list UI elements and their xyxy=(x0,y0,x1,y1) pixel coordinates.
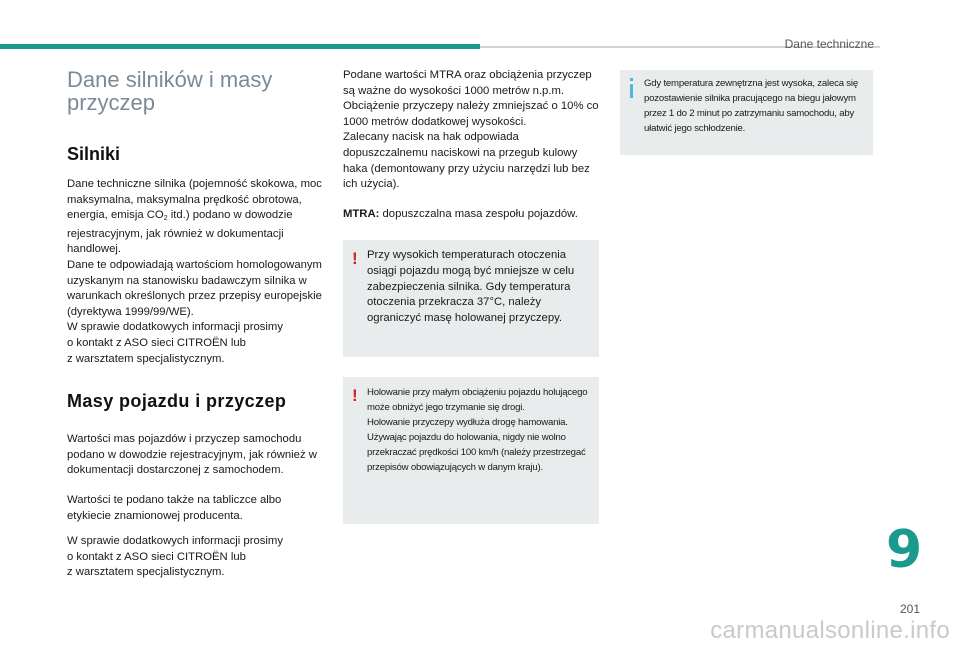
heading-masy: Masy pojazdu i przyczep xyxy=(67,391,287,412)
warning-icon: ! xyxy=(352,249,358,269)
warning-box-temperature xyxy=(343,240,599,357)
masy-paragraph-2: Wartości te podano także na tabliczce albo etykiecie znamionowej producenta. xyxy=(67,493,282,522)
section-title: Dane techniczne xyxy=(784,37,874,51)
mtra-paragraph-1: Podane wartości MTRA oraz obciążenia przyczep są ważne do wysokości 1000 metrów n.p.m. Obciążenie przyczepy należy zmniejszać o 10% co 1000 metrów dodatkowej wysokości. xyxy=(343,69,599,128)
warning-text-temperature: Przy wysokich temperaturach otoczenia osiągi pojazdu mogą być mniejsze w celu zabezpieczenia silnika. Gdy temperatura otoczenia przekracza 37°C, należy ograniczyć masę holowanej przyczepy. xyxy=(367,249,575,324)
subscript-2: 2 xyxy=(163,215,168,223)
info-icon xyxy=(630,82,633,98)
warning-box-towing xyxy=(343,377,599,524)
warning-text-towing-1: Holowanie przy małym obciążeniu pojazdu holującego może obniżyć jego trzymanie się drogi. xyxy=(367,387,588,414)
silniki-paragraph-2: Dane te odpowiadają wartościom homologowanym uzyskanym na stanowisku badawczym silnika w warunkach określonych przez przepisy europejskie (dyrektywa 1999/99/WE). xyxy=(67,258,322,318)
warning-icon: ! xyxy=(352,386,358,406)
mtra-paragraph-2: Zalecany nacisk na hak odpowiada dopuszczalnemu naciskowi na przegub kulowy haka (demontowany przy użyciu narzędzi lub bez ich użycia). xyxy=(343,131,590,191)
left-column xyxy=(67,68,325,581)
info-text-cooling: Gdy temperatura zewnętrzna jest wysoka, zaleca się pozostawienie silnika pracującego na biegu jałowym przez 1 do 2 minut po zatrzymaniu samochodu, aby ułatwić jego schłodzenie. xyxy=(644,78,858,134)
page-number: 201 xyxy=(900,602,921,616)
right-column xyxy=(620,70,873,155)
silniki-paragraph-1: Dane techniczne silnika (pojemność skokowa, moc maksymalna, maksymalna prędkość obrotowa, energia, emisja CO2 itd.) podano w dowodzie rejestracyjnym, jak również w dokumentacji handlowej. xyxy=(67,178,322,256)
chapter-number: 9 xyxy=(886,520,923,580)
masy-paragraph-1: Wartości mas pojazdów i przyczep samochodu podano w dowodzie rejestracyjnym, jak również w dokumentacji dostarczonej z samochodem. xyxy=(67,433,317,477)
watermark: carmanualsonline.info xyxy=(710,617,950,644)
page-title: Dane silników i masy przyczep xyxy=(67,67,273,115)
masy-paragraph-3: W sprawie dodatkowych informacji prosimy o kontakt z ASO sieci CITROËN lub z warsztatem specjalistycznym. xyxy=(67,535,283,579)
mtra-definition: MTRA: dopuszczalna masa zespołu pojazdów. xyxy=(343,207,578,220)
info-box-cooling xyxy=(620,70,873,155)
middle-column xyxy=(343,68,599,524)
heading-silniki: Silniki xyxy=(67,144,121,164)
warning-text-towing-2: Holowanie przyczepy wydłuża drogę hamowania. Używając pojazdu do holowania, nigdy nie wolno przekraczać prędkości 100 km/h (należy przestrzegać przepisów obowiązujących w danym kraju). xyxy=(367,417,586,474)
header-accent-bar xyxy=(0,44,480,49)
silniki-paragraph-3: W sprawie dodatkowych informacji prosimy o kontakt z ASO sieci CITROËN lub z warsztatem specjalistycznym. xyxy=(67,321,283,365)
